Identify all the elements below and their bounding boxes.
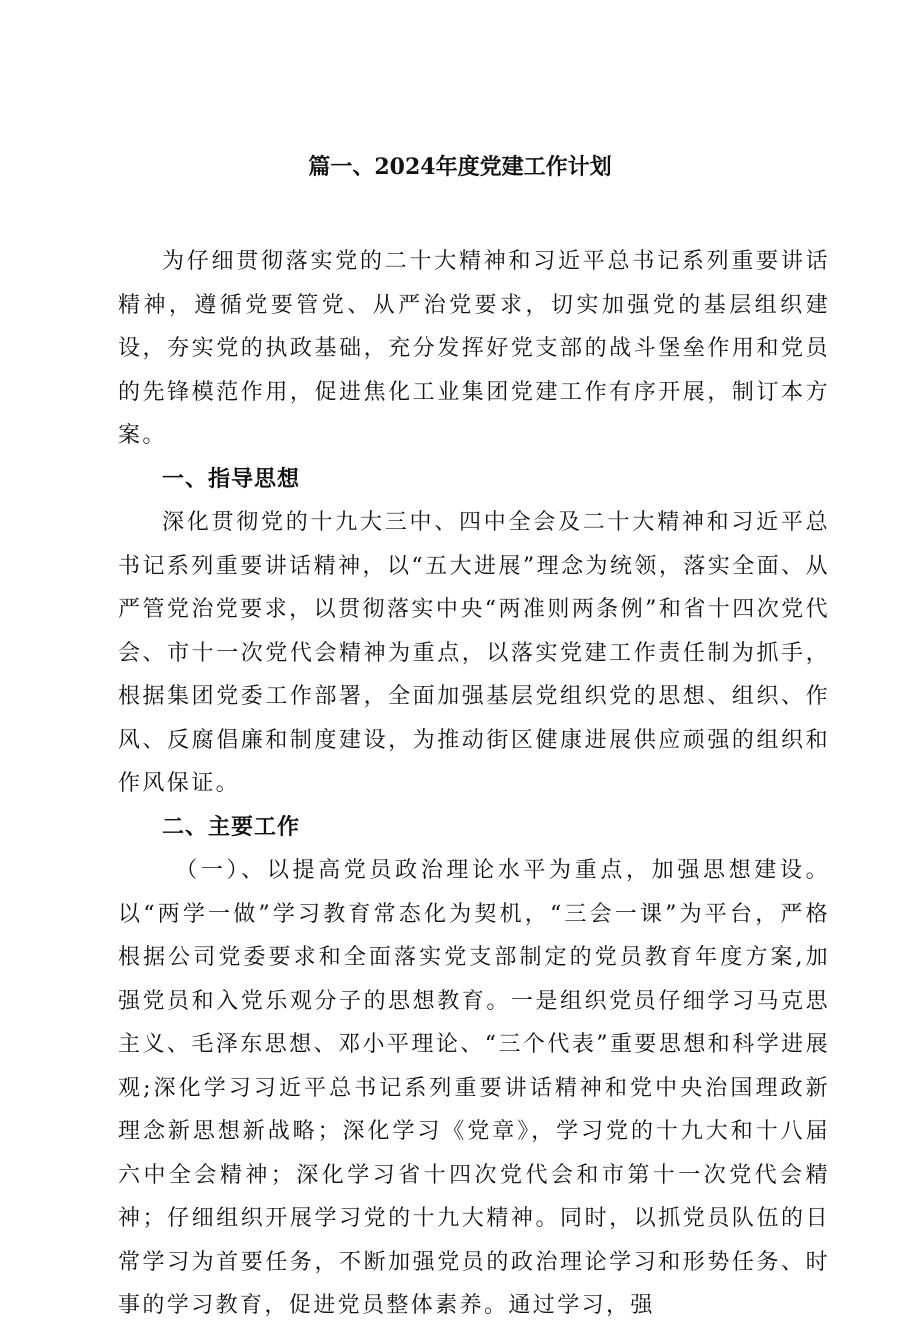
document-title: 篇一、2024年度党建工作计划 (308, 154, 612, 180)
guiding-ideology-paragraph: 深化贯彻党的十九大三中、四中全会及二十大精神和习近平总书记系列重要讲话精神，以“五大进展”理念为统领，落实全面、从严管党治党要求，以贯彻落实中央“两准则两条例”和省十四次党代会、市十一次党代会精神为重点，以落实党建工作责任制为抓手，根据集团党委工作部署，全面加强基层党组织党的思想、组织、作风、反腐倡廉和制度建设，为推动街区健康进展供应顽强的组织和作风保证。 (118, 510, 830, 796)
main-work-paragraph: （一）、以提高党员政治理论水平为重点，加强思想建设。以“两学一做”学习教育常态化为契机，“三会一课”为平台，严格根据公司党委要求和全面落实党支部制定的党员教育年度方案,加强党员和入党乐观分子的思想教育。一是组织党员仔细学习马克思主义、毛泽东思想、邓小平理论、“三个代表”重要思想和科学进展观;深化学习习近平总书记系列重要讲话精神和党中央治国理政新理念新思想新战略；深化学习《党章》，学习党的十九大和十八届六中全会精神；深化学习省十四次党代会和市第十一次党代会精神；仔细组织开展学习党的十九大精神。同时，以抓党员队伍的日常学习为首要任务，不断加强党员的政治理论学习和形势任务、时事的学习教育，促进党员整体素养。通过学习，强 (118, 858, 830, 1318)
section-heading-guiding-ideology: 一、指导思想 (162, 465, 301, 492)
intro-paragraph: 为仔细贯彻落实党的二十大精神和习近平总书记系列重要讲话精神，遵循党要管党、从严治党要求，切实加强党的基层组织建设，夯实党的执政基础，充分发挥好党支部的战斗堡垒作用和党员的先锋模范作用，促进焦化工业集团党建工作有序开展，制订本方案。 (118, 249, 830, 448)
document-body (118, 240, 830, 1328)
section-heading-main-work: 二、主要工作 (162, 813, 301, 840)
